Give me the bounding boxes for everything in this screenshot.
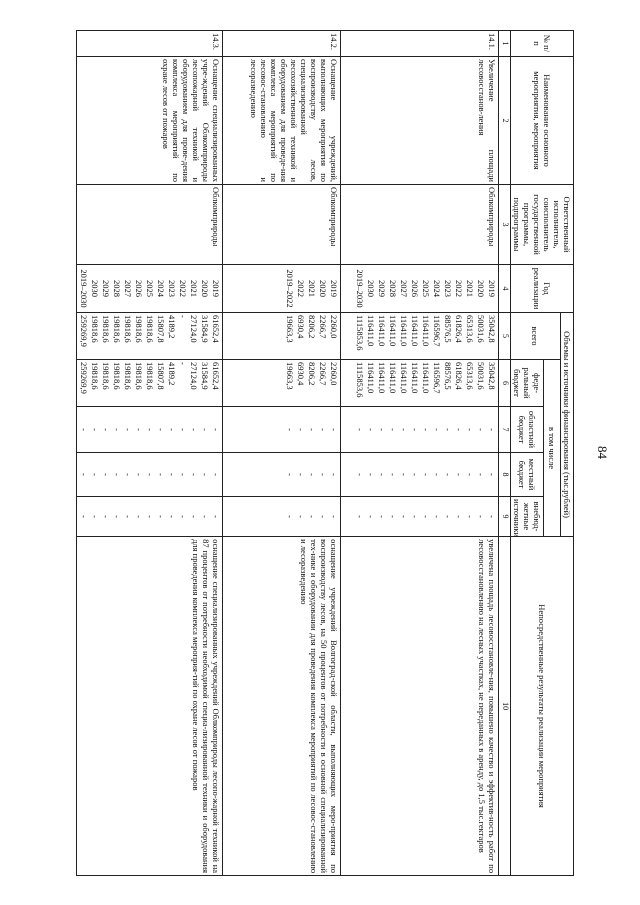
extrabudget-list-value: - — [199, 515, 210, 518]
header-extrabudget: внебюд-жетные источники — [510, 497, 543, 537]
regional-list-value: - — [210, 428, 221, 431]
extrabudget-list — [76, 497, 222, 537]
local-list-value: - — [122, 473, 133, 476]
total-list-value: 61826,4 — [453, 315, 464, 343]
total-list-value: 50031,6 — [475, 315, 486, 343]
total-list-value: 19818,6 — [100, 315, 111, 343]
extrabudget-list-value: - — [188, 515, 199, 518]
col-num: 10 — [498, 537, 510, 876]
extrabudget-list-value: - — [453, 515, 464, 518]
header-name: Наименование основного мероприятия, мероприятия — [510, 57, 573, 185]
regional-list — [340, 407, 498, 453]
federal-list-value: 61826,4 — [453, 362, 464, 390]
regional-list-value: - — [133, 428, 144, 431]
local-list-value: - — [144, 473, 155, 476]
total-list — [222, 313, 340, 360]
regional-list — [76, 407, 222, 453]
extrabudget-list-value: - — [317, 515, 328, 518]
local-list — [222, 453, 340, 497]
local-list-value: - — [365, 473, 376, 476]
row-number: 14.1. — [340, 31, 498, 57]
header-federal: феде-ральный бюджет — [510, 360, 543, 407]
total-list-value: 116596,7 — [431, 315, 442, 347]
header-result: Непосредственные результаты реализации мероприятия — [510, 537, 573, 876]
header-year: Год реализации — [510, 265, 573, 313]
regional-list-value: - — [155, 428, 166, 431]
header-no: № п/п — [510, 31, 573, 57]
local-list-value: - — [133, 473, 144, 476]
federal-list-value: 116411,0 — [409, 362, 420, 394]
total-list-value: 19663,3 — [284, 315, 295, 343]
year-list-value: 2020 — [199, 280, 210, 297]
federal-list-value: 4189,2 — [166, 362, 177, 386]
federal-list-value: 31584,9 — [199, 362, 210, 390]
year-list-value: 2019–2030 — [354, 269, 365, 308]
header-finance: Объемы и источники финансирования (тыс.рублей) — [560, 313, 573, 537]
regional-list-value: - — [442, 428, 453, 431]
col-num: 1 — [498, 31, 510, 57]
regional-list-value: - — [387, 428, 398, 431]
local-list-value: - — [475, 473, 486, 476]
total-list-value: 19818,6 — [122, 315, 133, 343]
regional-list-value: - — [284, 428, 295, 431]
federal-list-value: 116411,0 — [387, 362, 398, 394]
year-list-value: 2025 — [144, 280, 155, 297]
local-list-value: - — [453, 473, 464, 476]
total-list-value: 6930,4 — [295, 315, 306, 339]
federal-list-value: 259269,9 — [78, 362, 89, 394]
federal-list-value: 19818,6 — [100, 362, 111, 390]
year-list-value: 2021 — [188, 280, 199, 297]
local-list-value: - — [78, 473, 89, 476]
local-list-value: - — [398, 473, 409, 476]
year-list-value: 2028 — [387, 280, 398, 297]
year-list-value: 2019 — [210, 280, 221, 297]
federal-list-value: 19663,3 — [284, 362, 295, 390]
total-list-value: 259269,9 — [78, 315, 89, 347]
regional-list-value: - — [420, 428, 431, 431]
extrabudget-list-value: - — [475, 515, 486, 518]
federal-list-value: 50031,6 — [475, 362, 486, 390]
total-list — [340, 313, 498, 360]
extrabudget-list-value: - — [111, 515, 122, 518]
federal-list-value: 116411,0 — [420, 362, 431, 394]
federal-list-value: 65313,6 — [464, 362, 475, 390]
total-list-value: 19818,6 — [89, 315, 100, 343]
col-num: 5 — [498, 313, 510, 360]
federal-list-value: 116411,0 — [376, 362, 387, 394]
extrabudget-list — [340, 497, 498, 537]
extrabudget-list-value: - — [100, 515, 111, 518]
federal-list-value: 2260,0 — [328, 362, 339, 386]
federal-list-value: 6930,4 — [295, 362, 306, 386]
federal-list-value: 27124,0 — [188, 362, 199, 390]
year-list-value: 2026 — [133, 280, 144, 297]
total-list-value: 116411,0 — [365, 315, 376, 347]
year-list-value: 2019 — [328, 280, 339, 297]
total-list-value: 35042,8 — [486, 315, 497, 343]
extrabudget-list-value: - — [442, 515, 453, 518]
total-list-value: 61652,4 — [210, 315, 221, 343]
total-list-value: 88576,5 — [442, 315, 453, 343]
local-list-value: - — [431, 473, 442, 476]
total-list-value: 116411,0 — [376, 315, 387, 347]
col-num: 9 — [498, 497, 510, 537]
extrabudget-list-value: - — [144, 515, 155, 518]
row-number: 14.3. — [76, 31, 222, 57]
year-list-value: 2029 — [376, 280, 387, 297]
year-list-value: 2022 — [295, 280, 306, 297]
local-list — [76, 453, 222, 497]
local-list-value: - — [188, 473, 199, 476]
year-list-value: 2024 — [155, 280, 166, 297]
total-list-value: 8206,2 — [306, 315, 317, 339]
regional-list-value: - — [295, 428, 306, 431]
federal-list — [340, 360, 498, 407]
total-list-value: 19818,6 — [111, 315, 122, 343]
total-list-value: 2260,0 — [328, 315, 339, 339]
total-list-value: 116411,0 — [409, 315, 420, 347]
col-num: 4 — [498, 265, 510, 313]
header-including: в том числе — [543, 360, 560, 537]
federal-list-value: 88576,5 — [442, 362, 453, 390]
regional-list-value: - — [328, 428, 339, 431]
federal-list-value: 19818,6 — [144, 362, 155, 390]
extrabudget-list-value: - — [328, 515, 339, 518]
regional-list-value: - — [354, 428, 365, 431]
regional-list-value: - — [317, 428, 328, 431]
measure-name: Оснащение учреждений, выполняющих мероприятия по воспроизводству лесов, специализированной лесохозяйственной техникой и оборудованием для проведе-ния комплекса мероприятий по лесовос-становлению и лесоразведению — [222, 57, 340, 185]
local-list-value: - — [295, 473, 306, 476]
extrabudget-list-value: - — [284, 515, 295, 518]
extrabudget-list-value: - — [122, 515, 133, 518]
total-list-value: 15807,8 — [155, 315, 166, 343]
federal-list-value: 8206,2 — [306, 362, 317, 386]
year-list-value: 2023 — [166, 280, 177, 297]
total-list-value: 116411,0 — [420, 315, 431, 347]
col-num: 6 — [498, 360, 510, 407]
responsible: Облкомприроды — [222, 185, 340, 265]
extrabudget-list-value: - — [431, 515, 442, 518]
extrabudget-list — [222, 497, 340, 537]
year-list-value: 2024 — [431, 280, 442, 297]
local-list-value: - — [89, 473, 100, 476]
regional-list-value: - — [166, 428, 177, 431]
table-row — [340, 31, 498, 876]
local-list-value: - — [486, 473, 497, 476]
regional-list-value: - — [188, 428, 199, 431]
total-list-value: 65313,6 — [464, 315, 475, 343]
regional-list-value: - — [199, 428, 210, 431]
total-list-value: 1115853,6 — [354, 315, 365, 351]
regional-list-value: - — [398, 428, 409, 431]
local-list-value: - — [317, 473, 328, 476]
col-num: 2 — [498, 57, 510, 185]
extrabudget-list-value: - — [89, 515, 100, 518]
measure-name: Оснащение специализированных учре-ждений Облкомприроды лесопожарной техникой и оборудованием для прове-дения комплекса мероприятий по охране лесов от пожаров — [76, 57, 222, 185]
federal-list — [76, 360, 222, 407]
year-list — [222, 265, 340, 313]
extrabudget-list-value: - — [133, 515, 144, 518]
page-number: 84 — [595, 446, 610, 459]
total-list-value: 27124,0 — [188, 315, 199, 343]
responsible: Облкомприроды — [76, 185, 222, 265]
year-list-value: 2030 — [89, 280, 100, 297]
result-text: увеличена площадь лесовосстановле-ния, повышено качество и эффектив-ность работ по лесовосстановлению на лесных участках, не переданных в аренду, до 1,5 тыс.гектаров — [340, 537, 498, 876]
year-list-value: 2028 — [111, 280, 122, 297]
federal-list-value: 1115853,6 — [354, 362, 365, 398]
local-list-value: - — [166, 473, 177, 476]
regional-list-value: - — [111, 428, 122, 431]
year-list-value: 2022 — [453, 280, 464, 297]
total-list-value: 2266,7 — [317, 315, 328, 339]
total-list — [76, 313, 222, 360]
regional-list-value: - — [365, 428, 376, 431]
extrabudget-list-value: - — [387, 515, 398, 518]
federal-list-value: 19818,6 — [133, 362, 144, 390]
federal-list-value: 19818,6 — [122, 362, 133, 390]
year-list-value: 2029 — [100, 280, 111, 297]
header-total: всего — [510, 313, 560, 360]
federal-list-value: - — [177, 362, 188, 365]
federal-list-value: 35042,8 — [486, 362, 497, 390]
rotated-page — [80, 30, 574, 875]
regional-list — [222, 407, 340, 453]
extrabudget-list-value: - — [210, 515, 221, 518]
year-list — [76, 265, 222, 313]
federal-list-value: 15807,8 — [155, 362, 166, 390]
regional-list-value: - — [453, 428, 464, 431]
total-list-value: 19818,6 — [144, 315, 155, 343]
extrabudget-list-value: - — [486, 515, 497, 518]
measure-name: Увеличение площади лесовосстанов-ления — [340, 57, 498, 185]
local-list-value: - — [409, 473, 420, 476]
program-table — [76, 30, 574, 876]
extrabudget-list-value: - — [420, 515, 431, 518]
regional-list-value: - — [122, 428, 133, 431]
total-list-value: 116411,0 — [387, 315, 398, 347]
header-local: местный бюджет — [510, 453, 543, 497]
extrabudget-list-value: - — [295, 515, 306, 518]
total-list-value: - — [177, 315, 188, 318]
local-list-value: - — [111, 473, 122, 476]
year-list-value: 2022 — [177, 280, 188, 297]
regional-list-value: - — [306, 428, 317, 431]
extrabudget-list-value: - — [409, 515, 420, 518]
row-number: 14.2. — [222, 31, 340, 57]
year-list-value: 2027 — [398, 280, 409, 297]
local-list-value: - — [354, 473, 365, 476]
local-list — [340, 453, 498, 497]
total-list-value: 116411,0 — [398, 315, 409, 347]
extrabudget-list-value: - — [306, 515, 317, 518]
col-num: 8 — [498, 453, 510, 497]
result-text: оснащение специализированных учреждений Облкомприроды лесопо-жарной техникой на 87 процентов от потребности необходимой специа-лизированной техники и оборудования для проведения комплекса мероприя-тий по охране лесов от пожаров — [76, 537, 222, 876]
header-regional: областной бюджет — [510, 407, 543, 453]
extrabudget-list-value: - — [464, 515, 475, 518]
table-row — [222, 31, 340, 876]
extrabudget-list-value: - — [166, 515, 177, 518]
regional-list-value: - — [475, 428, 486, 431]
header-responsible: Ответственный исполнитель, соисполнитель государственной программы, подпрограммы — [510, 185, 573, 265]
local-list-value: - — [100, 473, 111, 476]
extrabudget-list-value: - — [354, 515, 365, 518]
regional-list-value: - — [431, 428, 442, 431]
year-list-value: 2021 — [306, 280, 317, 297]
col-num: 3 — [498, 185, 510, 265]
regional-list-value: - — [486, 428, 497, 431]
table-row — [76, 31, 222, 876]
local-list-value: - — [464, 473, 475, 476]
federal-list-value: 19818,6 — [111, 362, 122, 390]
local-list-value: - — [177, 473, 188, 476]
extrabudget-list-value: - — [376, 515, 387, 518]
federal-list-value: 2266,7 — [317, 362, 328, 386]
year-list-value: 2019–2030 — [78, 269, 89, 308]
federal-list-value: 116596,7 — [431, 362, 442, 394]
extrabudget-list-value: - — [177, 515, 188, 518]
regional-list-value: - — [100, 428, 111, 431]
total-list-value: 19818,6 — [133, 315, 144, 343]
local-list-value: - — [284, 473, 295, 476]
federal-list — [222, 360, 340, 407]
regional-list-value: - — [89, 428, 100, 431]
regional-list-value: - — [177, 428, 188, 431]
extrabudget-list-value: - — [155, 515, 166, 518]
total-list-value: 4189,2 — [166, 315, 177, 339]
regional-list-value: - — [464, 428, 475, 431]
year-list-value: 2030 — [365, 280, 376, 297]
result-text: оснащение учреждений Волгоград-ской области, выполняющих меро-приятия по воспроизводству лесов, на 50 процентов от потребности в основной специализированной тех-нике и оборудовании для проведения комплекса мероприятий по лесовос-становлению и лесоразведению — [222, 537, 340, 876]
federal-list-value: 116411,0 — [398, 362, 409, 394]
year-list-value: 2027 — [122, 280, 133, 297]
local-list-value: - — [199, 473, 210, 476]
local-list-value: - — [387, 473, 398, 476]
year-list-value: 2023 — [442, 280, 453, 297]
regional-list-value: - — [376, 428, 387, 431]
year-list-value: 2019–2022 — [284, 269, 295, 308]
year-list-value: 2025 — [420, 280, 431, 297]
responsible: Облкомприроды — [340, 185, 498, 265]
col-num: 7 — [498, 407, 510, 453]
total-list-value: 31584,9 — [199, 315, 210, 343]
year-list-value: 2026 — [409, 280, 420, 297]
federal-list-value: 19818,6 — [89, 362, 100, 390]
local-list-value: - — [155, 473, 166, 476]
local-list-value: - — [376, 473, 387, 476]
federal-list-value: 116411,0 — [365, 362, 376, 394]
extrabudget-list-value: - — [365, 515, 376, 518]
local-list-value: - — [210, 473, 221, 476]
year-list-value: 2020 — [317, 280, 328, 297]
year-list — [340, 265, 498, 313]
local-list-value: - — [306, 473, 317, 476]
regional-list-value: - — [409, 428, 420, 431]
year-list-value: 2019 — [486, 280, 497, 297]
extrabudget-list-value: - — [78, 515, 89, 518]
year-list-value: 2020 — [475, 280, 486, 297]
year-list-value: 2021 — [464, 280, 475, 297]
regional-list-value: - — [78, 428, 89, 431]
local-list-value: - — [442, 473, 453, 476]
local-list-value: - — [328, 473, 339, 476]
federal-list-value: 61652,4 — [210, 362, 221, 390]
local-list-value: - — [420, 473, 431, 476]
extrabudget-list-value: - — [398, 515, 409, 518]
regional-list-value: - — [144, 428, 155, 431]
